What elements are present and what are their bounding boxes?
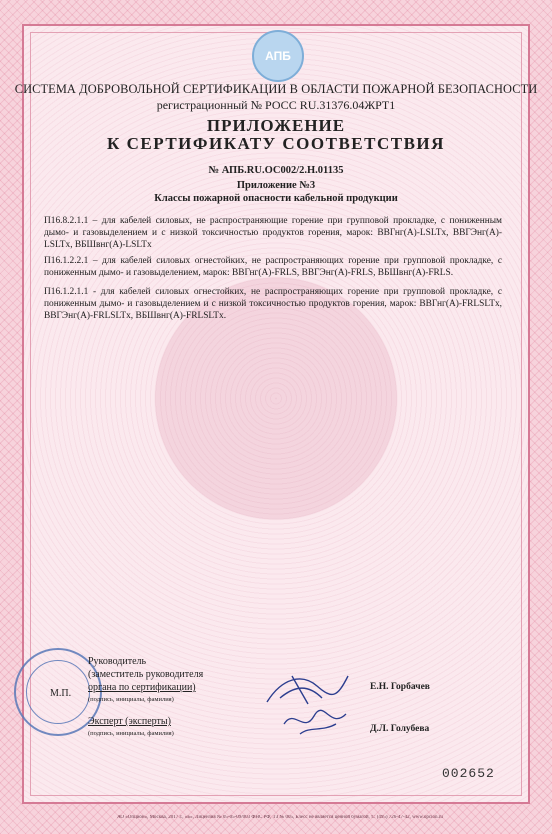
deputy-label: (заместитель руководителя	[88, 669, 204, 680]
classes-heading: Классы пожарной опасности кабельной продукции	[154, 193, 398, 204]
printer-footer: АО «Опцион», Москва, 2017 г., «Б», Лицензия № 05-05-09/003 ФНС РФ, ТЗ № 005, Блесс не является ценной бумагой, т.: (495) 726-47-42, www.opcion.ru	[117, 815, 443, 820]
appendix-number: Приложение №3	[236, 180, 316, 191]
head-name: Е.Н. Горбачев	[370, 682, 430, 692]
registration-number: регистрационный № РОСС RU.31376.04ЖРТ1	[156, 98, 396, 112]
expert-label: Эксперт (эксперты)	[88, 716, 171, 727]
stamp-place-label: М.П.	[50, 688, 72, 699]
certificate-number: № АПБ.RU.ОС002/2.Н.01135	[208, 165, 344, 176]
apb-logo	[252, 30, 304, 82]
head-signature-icon	[262, 668, 352, 708]
system-title: СИСТЕМА ДОБРОВОЛЬНОЙ СЕРТИФИКАЦИИ В ОБЛАСТИ ПОЖАРНОЙ БЕЗОПАСНОСТИ	[14, 82, 538, 96]
paragraph-2: П16.1.2.2.1 – для кабелей силовых огнестойких, не распространяющих горение при групповой прокладке, с пониженным дымо- и газовыделением, марок: ВВГнг(А)-FRLS, ВВГЭнг(А)-FRLS, ВБШвнг(А)-FRLS.	[44, 256, 502, 278]
logo-text: АПБ	[265, 49, 291, 63]
expert-signature-icon	[280, 704, 350, 740]
serial-number: 002652	[442, 766, 495, 781]
document-subtitle: К СЕРТИФИКАТУ СООТВЕТСТВИЯ	[107, 134, 445, 153]
head-label: Руководитель	[88, 656, 147, 667]
paragraph-1: П16.8.2.1.1 – для кабелей силовых, не распространяющие горение при групповой прокладке, с пониженным дымо- и газовыделением и с низкой токсичностью продуктов горения, марок: ВВГнг(А)-LSLTx, ВВГЭнг(А)-LSLTx, ВБШвнг(А)-LSLTx	[44, 216, 502, 250]
head-signature-hint: (подпись, инициалы, фамилия)	[88, 696, 174, 703]
expert-signature-hint: (подпись, инициалы, фамилия)	[88, 730, 174, 737]
authority-label: органа по сертификации)	[88, 682, 196, 693]
paragraph-3: П16.1.2.1.1 - для кабелей силовых огнестойких, не распространяющих горение при групповой прокладке, с пониженным дымо- и газовыделением и с низкой токсичностью продуктов горения, марок: ВВГнг(А)-FRLSLTx, ВВГЭнг(А)-FRLSLTx, ВБШвнг(А)-FRLSLTx.	[44, 287, 502, 321]
document-title: ПРИЛОЖЕНИЕ	[206, 116, 346, 135]
expert-name: Д.Л. Голубева	[370, 724, 430, 734]
